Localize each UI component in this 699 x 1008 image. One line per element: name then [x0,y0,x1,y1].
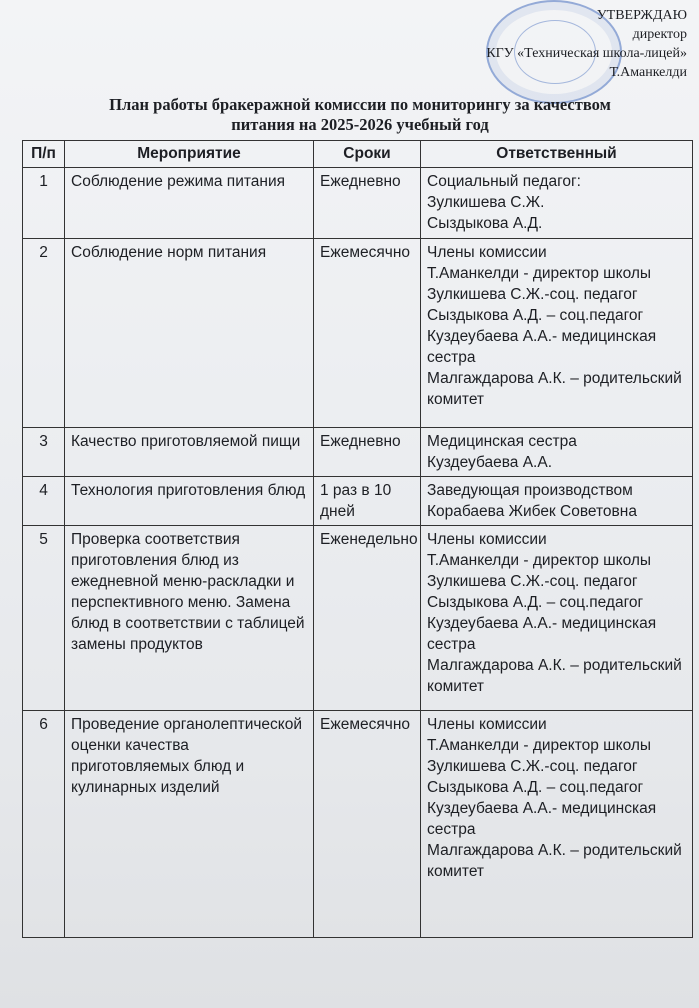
approval-heading: УТВЕРЖДАЮ [596,8,687,23]
responsible-line: Куздеубаева А.А.- медицинская сестра [427,328,657,366]
responsible-line: Сыздыкова А.Д. – соц.педагог [427,779,644,796]
header-event: Мероприятие [65,141,314,168]
responsible-line: Т.Аманкелди - директор школы [427,737,652,754]
table-row [23,239,693,428]
responsible-line: Т.Аманкелди - директор школы [427,265,652,282]
page-title [60,95,660,135]
row-term: 1 раз в 10 дней [314,477,421,526]
responsible-line: Члены комиссии [427,244,547,261]
header-term: Сроки [314,141,421,168]
row-responsible [421,428,693,477]
title-line-1: План работы бракеражной комиссии по мониторингу за качеством [109,95,611,114]
responsible-line: Т.Аманкелди - директор школы [427,552,652,569]
row-term: Ежедневно [314,428,421,477]
plan-table [22,140,693,938]
responsible-line: Зулкишева С.Ж.-соц. педагог [427,573,638,590]
row-number: 2 [23,239,65,428]
header-number: П/п [23,141,65,168]
table-row [23,526,693,711]
responsible-line: Малгаждарова А.К. – родительский комитет [427,657,682,695]
row-term: Еженедельно [314,526,421,711]
row-number: 5 [23,526,65,711]
row-event: Проведение органолептической оценки качества приготовляемых блюд и кулинарных изделий [65,711,314,938]
responsible-line: Малгаждарова А.К. – родительский комитет [427,842,682,880]
responsible-line: Сыздыкова А.Д. [427,215,543,232]
row-term: Ежедневно [314,168,421,239]
responsible-line: Социальный педагог: [427,173,581,190]
responsible-line: Куздеубаева А.А.- медицинская сестра [427,800,657,838]
approval-block [486,6,687,82]
row-number: 4 [23,477,65,526]
table-row [23,477,693,526]
title-line-2: питания на 2025-2026 учебный год [231,115,489,134]
row-number: 6 [23,711,65,938]
responsible-line: Куздеубаева А.А.- медицинская сестра [427,615,657,653]
responsible-line: Сыздыкова А.Д. – соц.педагог [427,307,644,324]
table-row [23,168,693,239]
table-row [23,711,693,938]
row-event: Соблюдение режима питания [65,168,314,239]
row-responsible [421,168,693,239]
responsible-line: Члены комиссии [427,531,547,548]
approval-position: директор [632,27,687,42]
row-responsible [421,477,693,526]
table-header-row [23,141,693,168]
responsible-line: Корабаева Жибек Советовна [427,503,637,520]
responsible-line: Зулкишева С.Ж.-соц. педагог [427,286,638,303]
row-event: Технология приготовления блюд [65,477,314,526]
table-row [23,428,693,477]
row-term: Ежемесячно [314,711,421,938]
row-term: Ежемесячно [314,239,421,428]
responsible-line: Члены комиссии [427,716,547,733]
row-responsible [421,526,693,711]
responsible-line: Малгаждарова А.К. – родительский комитет [427,370,682,408]
responsible-line: Зулкишева С.Ж. [427,194,545,211]
header-responsible: Ответственный [421,141,693,168]
responsible-line: Медицинская сестра [427,433,577,450]
responsible-line: Заведующая производством [427,482,633,499]
row-event: Соблюдение норм питания [65,239,314,428]
row-number: 3 [23,428,65,477]
row-responsible [421,711,693,938]
approval-organization: КГУ «Техническая школа-лицей» [486,46,687,61]
row-responsible [421,239,693,428]
row-number: 1 [23,168,65,239]
row-event: Проверка соответствия приготовления блюд из ежедневной меню-раскладки и перспективного меню. Замена блюд в соответствии с таблицей замены продуктов [65,526,314,711]
responsible-line: Куздеубаева А.А. [427,454,552,471]
approval-signatory: Т.Аманкелди [609,65,687,80]
row-event: Качество приготовляемой пищи [65,428,314,477]
responsible-line: Зулкишева С.Ж.-соц. педагог [427,758,638,775]
responsible-line: Сыздыкова А.Д. – соц.педагог [427,594,644,611]
